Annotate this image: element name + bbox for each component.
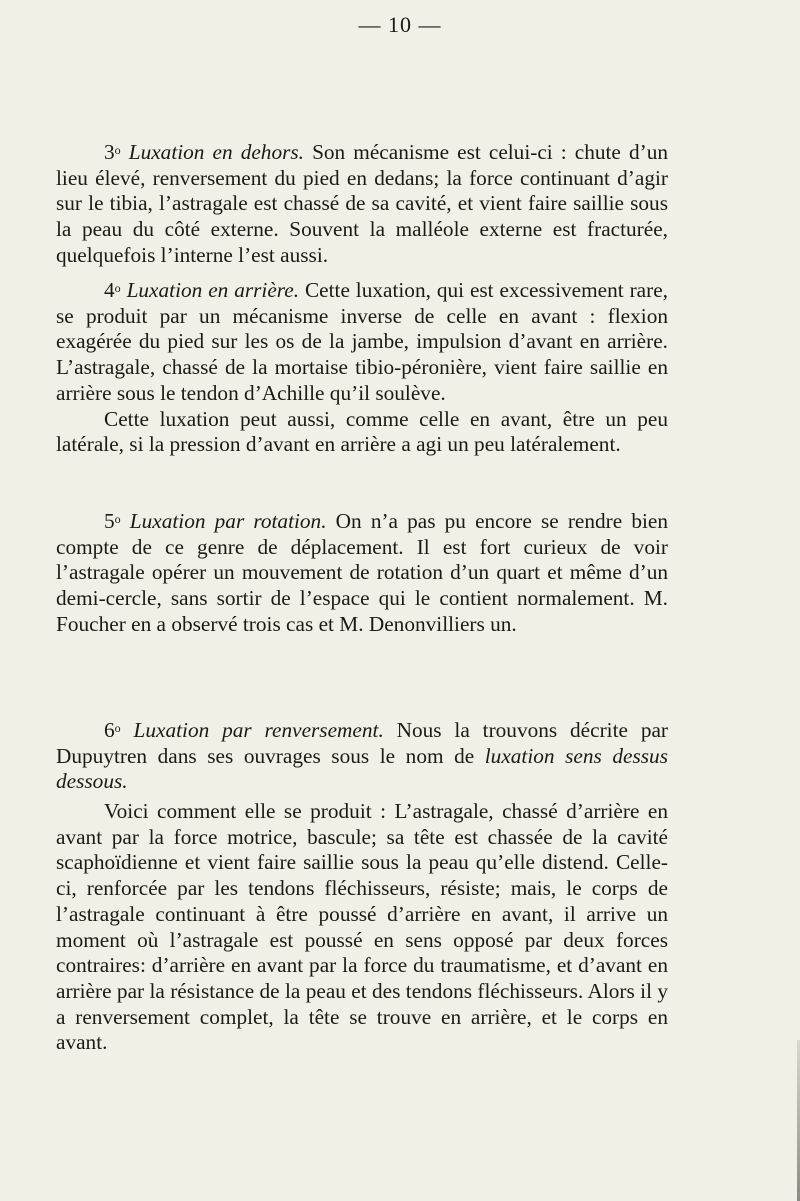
section-4-number: 4 xyxy=(104,278,115,302)
section-5 xyxy=(56,509,668,638)
section-5-title: Luxation par rotation. xyxy=(129,509,327,533)
section-3-paragraph xyxy=(56,140,668,269)
section-5-text: On n’a pas pu encore se rendre bien compte de ce genre de déplacement. Il est fort curieux de voir l’astragale opérer un mouvement de rotation d’un quart et même d’un demi-cercle, sans sortir de l’espace qui le contient normalement. M. Foucher en a observé trois cas et M. Denonvilliers un. xyxy=(56,509,669,636)
section-6-title: Luxation par renversement. xyxy=(133,718,384,742)
section-3-text: Son mécanisme est celui-ci : chute d’un lieu élevé, renversement du pied en dedans; la force continuant d’agir sur le tibia, l’astragale est chassé de sa cavité, et vient faire saillie sous la peau du côté externe. Souvent la malléole externe est fracturée, quelquefois l’interne l’est aussi. xyxy=(56,140,668,267)
section-6-number: 6 xyxy=(104,718,115,742)
section-5-paragraph xyxy=(56,509,668,638)
section-6-continued xyxy=(56,799,668,1056)
section-3 xyxy=(56,140,668,269)
section-3-number: 3 xyxy=(104,140,115,164)
page-number: — 10 — xyxy=(358,12,442,37)
section-5-ordinal-mark: o xyxy=(114,512,121,526)
section-6-ordinal-mark: o xyxy=(114,721,121,735)
section-6-text: Nous la trouvons décrite par Dupuytren dans ses ouvrages sous le nom de xyxy=(56,718,669,768)
section-4-text: Cette luxation, qui est excessivement rare, se produit par un mécanisme inverse de celle en avant : flexion exagérée du pied sur les os de la jambe, impulsion d’avant en arrière. L’astragale, chassé de la mortaise tibio-péronière, vient faire saillie en arrière sous le tendon d’Achille qu’il soulève. xyxy=(56,278,668,405)
section-4-paragraph xyxy=(56,278,668,407)
section-6-paragraph xyxy=(56,718,668,795)
section-6-extra-paragraph: Voici comment elle se produit : L’astragale, chassé d’arrière en avant par la force motrice, bascule; sa tête est chassée de la cavité scaphoïdienne et vient faire saillie sous la peau qu’elle distend. Celle-ci, renforcée par les tendons fléchisseurs, résiste; mais, le corps de l’astragale continuant à être poussé d’arrière en avant, il arrive un moment où l’astragale est poussé en sens opposé par deux forces contraires: d’arrière en avant par la force du traumatisme, et d’avant en arrière par la résistance de la peau et des tendons fléchisseurs. Alors il y a renversement complet, la tête se trouve en arrière, et le corps en avant. xyxy=(56,799,668,1055)
section-6-alt-name: luxation sens dessus dessous. xyxy=(56,743,668,794)
section-4-ordinal-mark: o xyxy=(114,281,121,295)
section-4-title: Luxation en arrière. xyxy=(126,278,300,302)
section-4-extra-paragraph: Cette luxation peut aussi, comme celle en avant, être un peu latérale, si la pression d’avant en arrière a agi un peu latéralement. xyxy=(56,406,668,457)
section-5-number: 5 xyxy=(104,509,115,533)
section-3-title: Luxation en dehors. xyxy=(128,140,304,164)
section-6 xyxy=(56,718,668,795)
section-4 xyxy=(56,278,668,458)
section-3-ordinal-mark: o xyxy=(114,143,121,157)
